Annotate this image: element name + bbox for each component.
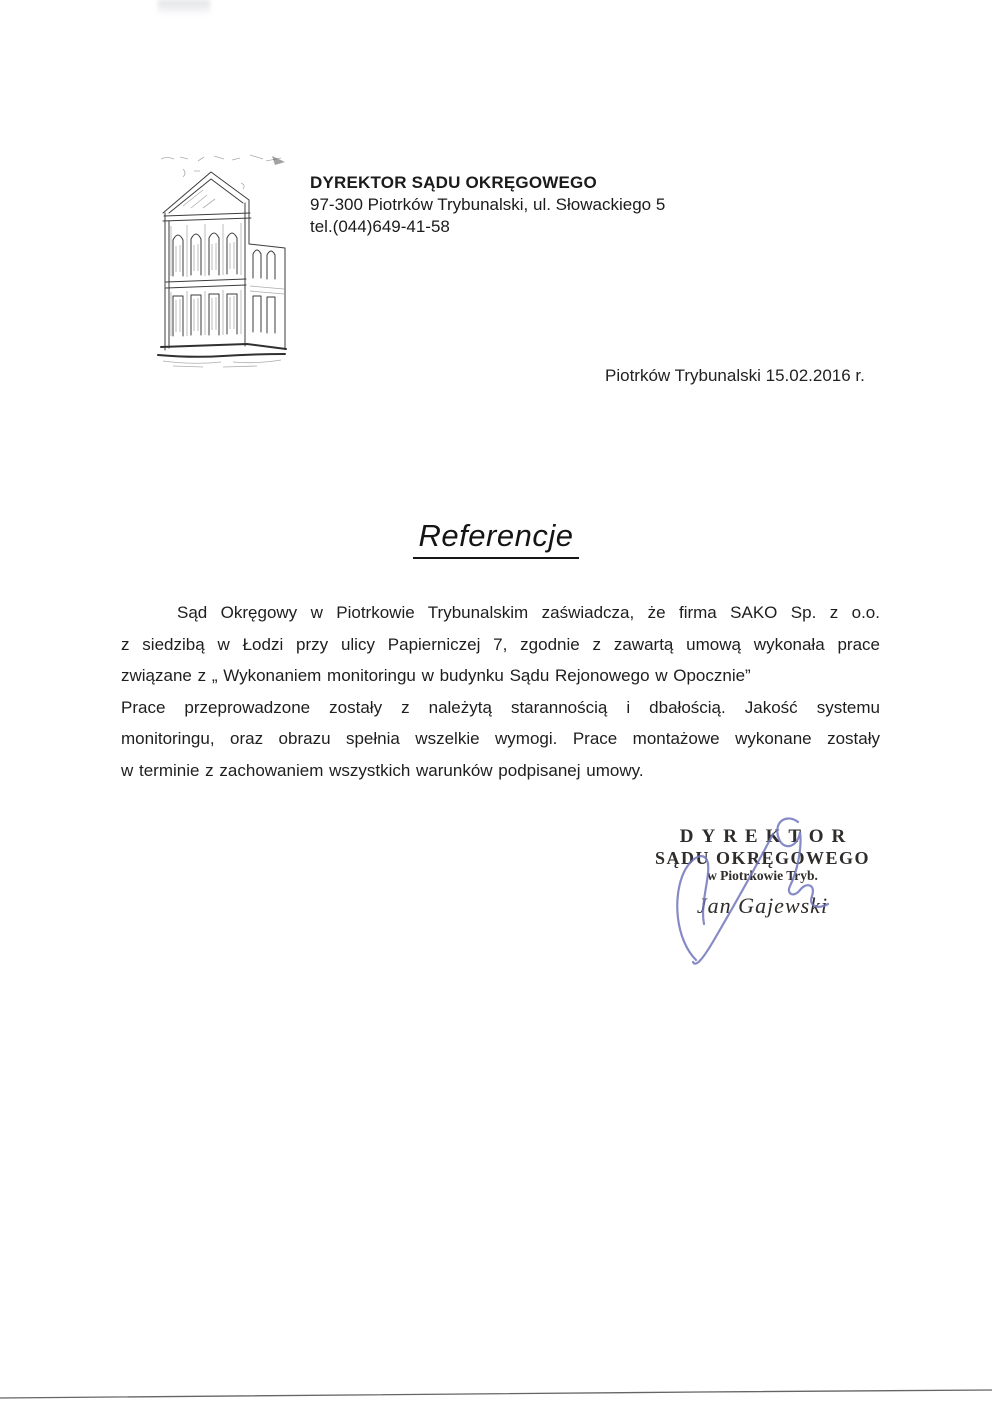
letterhead — [310, 172, 665, 238]
scan-edge-line — [0, 1386, 992, 1402]
stamp-org-line: SĄDU OKRĘGOWEGO — [654, 848, 871, 868]
body-line: monitoringu, oraz obrazu spełnia wszelkie wymogi. Prace montażowe wykonane zostały — [121, 729, 880, 748]
stamp-signer-name: Jan Gajewski — [696, 893, 829, 918]
letterhead-address: 97-300 Piotrków Trybunalski, ul. Słowackiego 5 — [310, 195, 666, 214]
body-line: Sąd Okręgowy w Piotrkowie Trybunalskim zaświadcza, że firma SAKO Sp. z o.o. — [177, 603, 880, 622]
body-line: związane z „ Wykonaniem monitoringu w budynku Sądu Rejonowego w Opocznie” — [121, 666, 751, 685]
document-title: Referencje — [413, 518, 580, 559]
stamp-location-line: w Piotrkowie Tryb. — [707, 868, 818, 883]
body-line: z siedzibą w Łodzi przy ulicy Papierniczej 7, zgodnie z zawartą umową wykonała prace — [121, 634, 880, 654]
court-building-sketch-logo — [153, 150, 292, 370]
body-line: Prace przeprowadzone zostały z należytą starannością i dbałością. Jakość systemu — [121, 697, 880, 717]
letter-body — [121, 597, 880, 786]
letterhead-phone: tel.(044)649-41-58 — [310, 217, 450, 236]
place-and-date-line: Piotrków Trybunalski 15.02.2016 r. — [605, 366, 865, 385]
scan-artifact-smudge — [158, 0, 210, 16]
letterhead-org-name: DYREKTOR SĄDU OKRĘGOWEGO — [310, 173, 597, 192]
body-line: w terminie z zachowaniem wszystkich warunków podpisanej umowy. — [121, 760, 644, 780]
stamp-role-line: DYREKTOR — [679, 826, 854, 847]
signature-stamp-block — [640, 826, 885, 919]
title-wrap — [0, 518, 992, 559]
